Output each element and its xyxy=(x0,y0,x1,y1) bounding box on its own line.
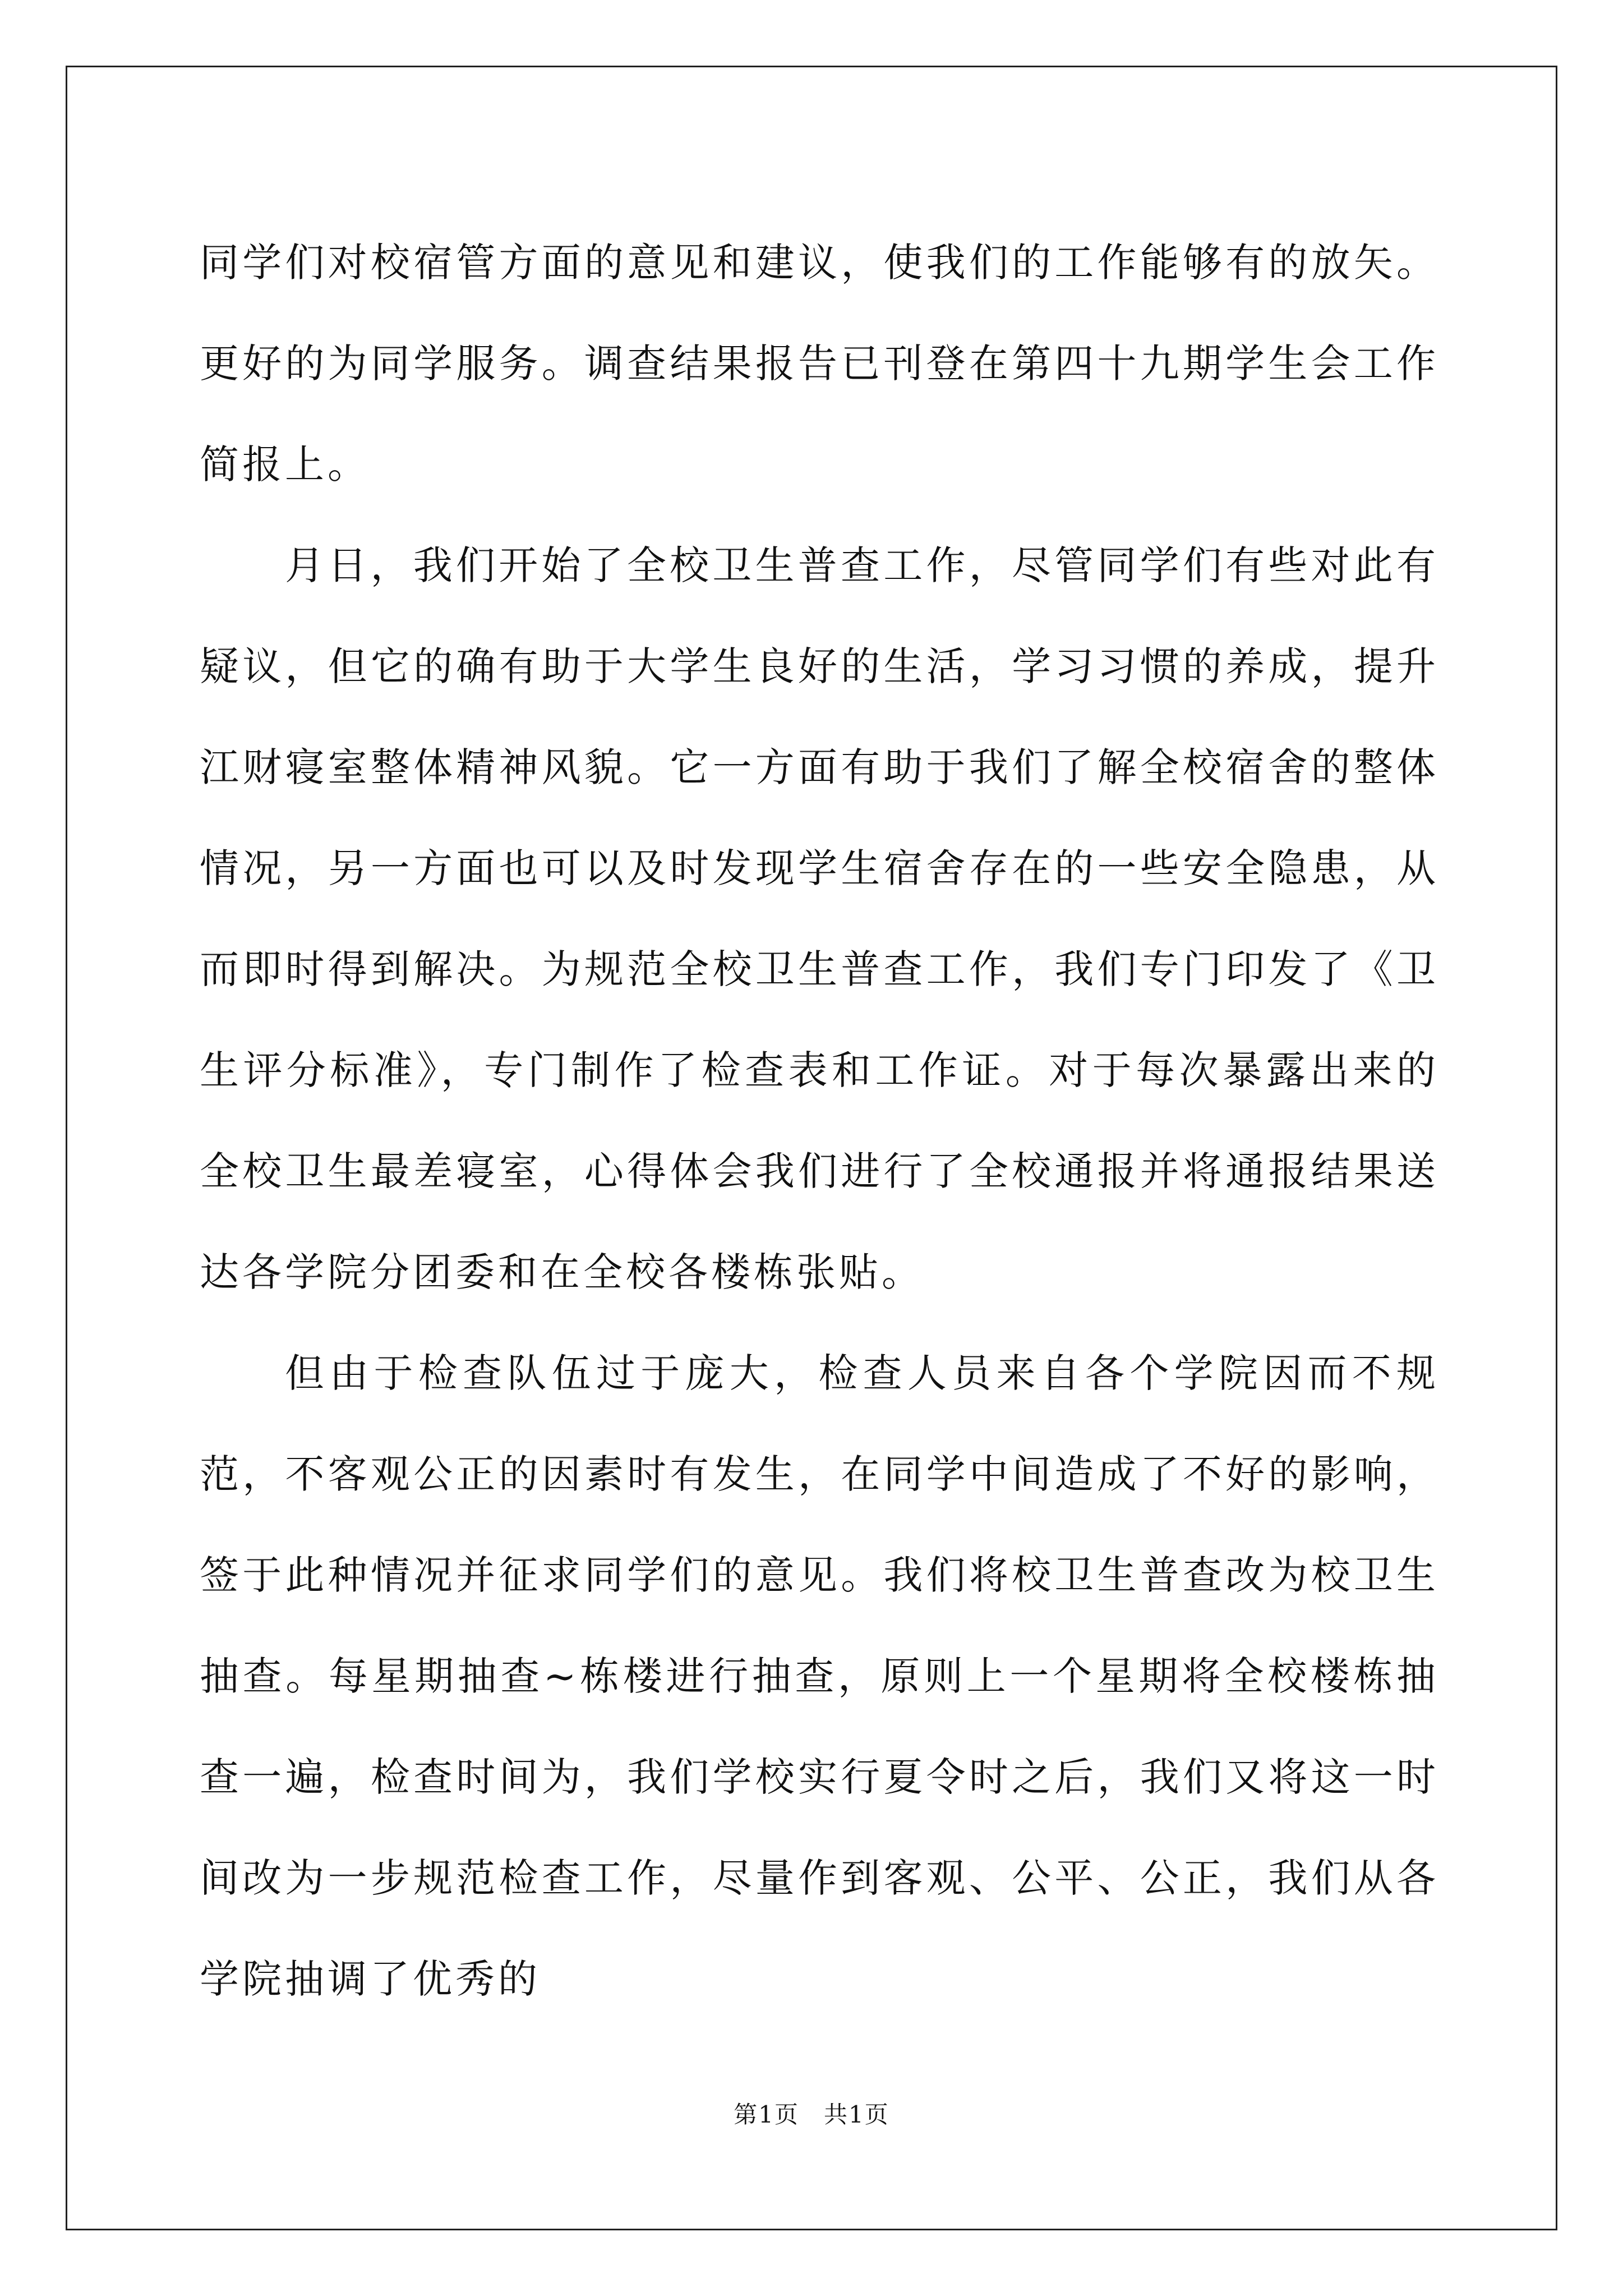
paragraph-3: 但由于检查队伍过于庞大，检查人员来自各个学院因而不规范，不客观公正的因素时有发生，在同学中间造成了不好的影响，签于此种情况并征求同学们的意见。我们将校卫生普查改为校卫生抽查。每星期抽查~栋楼进行抽查，原则上一个星期将全校楼栋抽查一遍，检查时间为，我们学校实行夏令时之后，我们又将这一时间改为一步规范检查工作，尽量作到客观、公平、公正，我们从各学院抽调了优秀的 xyxy=(200,1350,1439,2002)
paragraph-1: 同学们对校宿管方面的意见和建议，使我们的工作能够有的放矢。更好的为同学服务。调查结果报告已刊登在第四十九期学生会工作简报上。 xyxy=(200,240,1439,487)
page-number-footer: 第1页 共1页 xyxy=(734,2101,889,2128)
document-body xyxy=(200,212,1439,2030)
paragraph-2: 月日，我们开始了全校卫生普查工作，尽管同学们有些对此有疑议，但它的确有助于大学生良好的生活，学习习惯的养成，提升江财寝室整体精神风貌。它一方面有助于我们了解全校宿舍的整体情况，另一方面也可以及时发现学生宿舍存在的一些安全隐患，从而即时得到解决。为规范全校卫生普查工作，我们专门印发了《卫生评分标准》，专门制作了检查表和工作证。对于每次暴露出来的全校卫生最差寝室，心得体会我们进行了全校通报并将通报结果送达各学院分团委和在全校各楼栋张贴。 xyxy=(200,542,1439,1295)
